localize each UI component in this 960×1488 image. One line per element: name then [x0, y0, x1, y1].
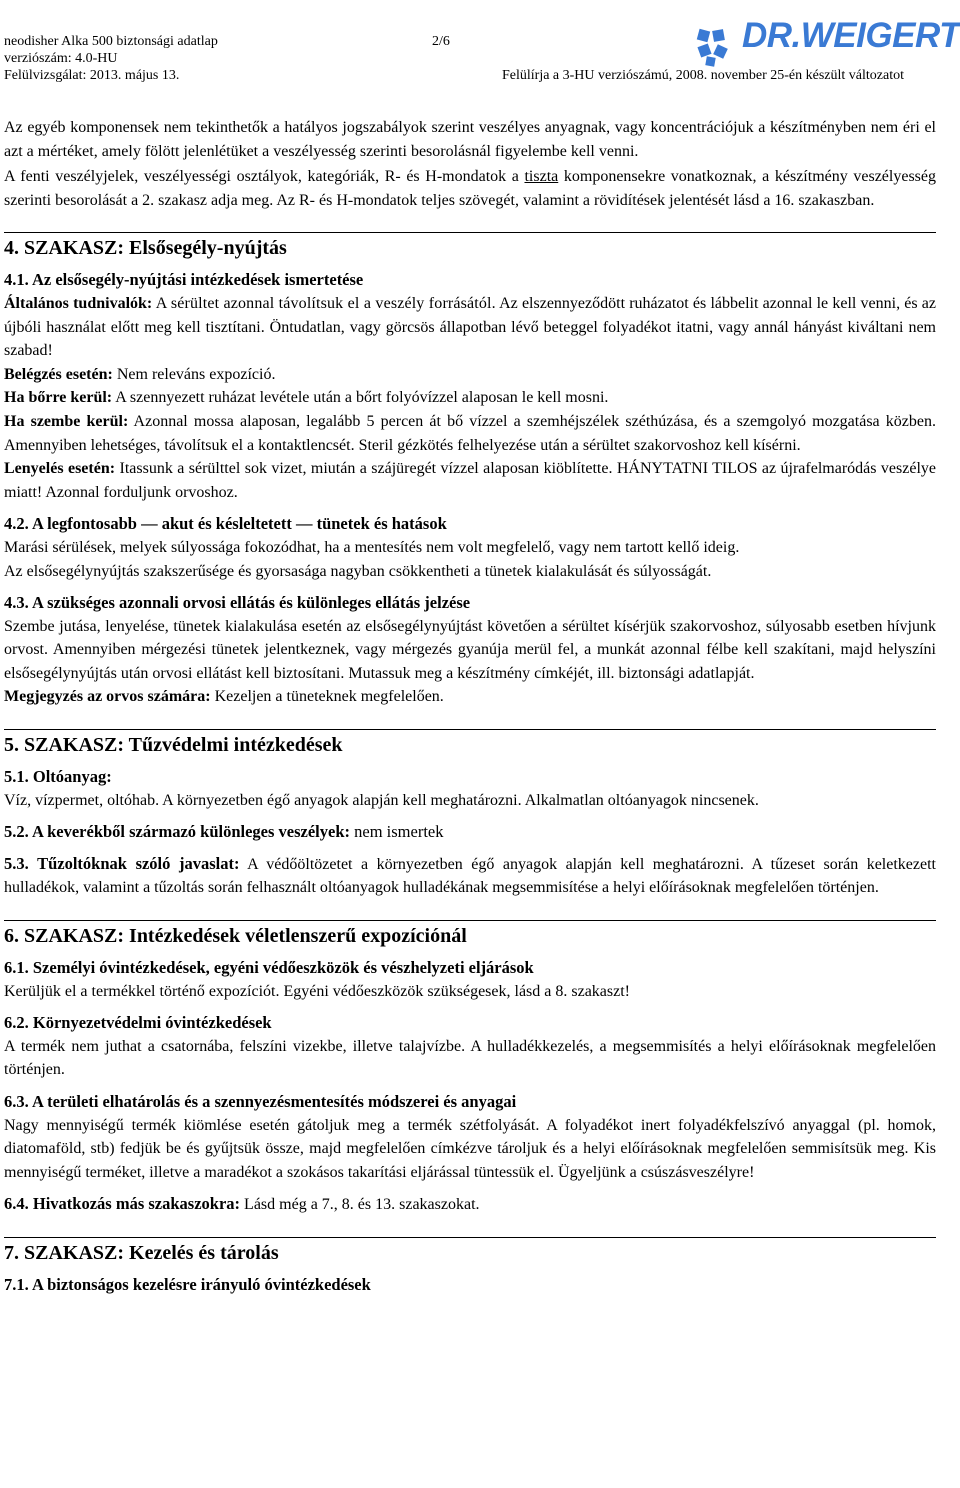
- document-body: [4, 116, 936, 1297]
- section-7-title: 7. SZAKASZ: Kezelés és tárolás: [4, 1237, 936, 1265]
- inhalation-advice: Belégzés esetén: Nem releváns expozíció.: [4, 365, 276, 383]
- section-4-title: 4. SZAKASZ: Elsősegély-nyújtás: [4, 232, 936, 260]
- subsection-6-1-title: 6.1. Személyi óvintézkedések, egyéni védőeszközök és vészhelyzeti eljárások: [4, 958, 534, 978]
- section-5-title: 5. SZAKASZ: Tűzvédelmi intézkedések: [4, 729, 936, 757]
- subsection-5-3: 5.3. Tűzoltóknak szóló javaslat: A védőöltözetet a környezetben égő anyagok alapján kell meghatározni. A tűzeset során keletkezett hulladékok, valamint a tűzoltás során felhasznált oltóanyagok hulladékának megsemmisítése a helyi előírásoknak megfelelően történjen.: [4, 853, 936, 897]
- intro-paragraph: Az egyéb komponensek nem tekinthetők a hatályos jogszabályok szerint veszélyes anyagnak, vagy koncentrációjuk a készítményben nem éri el azt a mértéket, amely fölött jelenlétüket a veszélyesség szerinti besorolásnál figyelembe kell venni.: [4, 119, 936, 160]
- eye-advice: Ha szembe kerül: Azonnal mossa alaposan, legalább 5 percen át bő vízzel a szemhéjszélek széthúzása, és a szemgolyó mozgatása közben. Amennyiben lehetséges, távolítsuk el a kontaktlencsét. Steril gézkötés felhelyezése után a sérültet szakorvoshoz kell kísérni.: [4, 412, 937, 454]
- medical-attention-text: Szembe jutása, lenyelése, tünetek kialakulása esetén az elsősegélynyújtást követően a sérültet kísérjük szakorvoshoz, súlyosabb esetben hívjunk orvost. Amennyiben mérgezési tünetek jelentkeznek, vagy mérgezés gyanúja merül fel, a munkát azonnal félbe kell szakítani, majd helyszíni elsősegélynyújtás után orvosi ellátást kell biztosítani. Mutassuk meg a készítmény címkéjét, ill. biztonsági adatlapját.: [4, 617, 936, 682]
- supersedes-note: Felülírja a 3-HU verziószámú, 2008. november 25-én készült változatot: [502, 68, 904, 83]
- logo-mark-icon: [696, 28, 740, 68]
- intro-paragraph-2: A fenti veszélyjelek, veszélyességi osztályok, kategóriák, R- és H-mondatok a tiszta komponensekre vonatkoznak, a készítmény veszélyesség szerinti besorolását a 2. szakasz adja meg. Az R- és H-mondatok teljes szövegét, valamint a rövidítések jelentését lásd a 16. szakaszban.: [4, 168, 937, 209]
- subsection-6-2-title: 6.2. Környezetvédelmi óvintézkedések: [4, 1013, 272, 1033]
- subsection-6-3-title: 6.3. A területi elhatárolás és a szennyezésmentesítés módszerei és anyagai: [4, 1092, 517, 1111]
- subsection-6-4: 6.4. Hivatkozás más szakaszokra: Lásd még a 7., 8. és 13. szakaszokat.: [4, 1194, 480, 1214]
- environmental-precautions-text: A termék nem juthat a csatornába, felszíni vizekbe, illetve talajvízbe. A hulladékkezelés, a megsemmisítés a helyi előírásoknak megfelelően történjen.: [4, 1037, 936, 1079]
- subsection-4-1-title: 4.1. Az elsősegély-nyújtási intézkedések ismertetése: [4, 270, 364, 290]
- page-number: 2/6: [432, 34, 450, 49]
- section-6-title: 6. SZAKASZ: Intézkedések véletlenszerű expozíciónál: [4, 920, 936, 948]
- ingestion-advice: Lenyelés esetén: Itassunk a sérülttel sok vizet, miután a szájüregét vízzel alaposan kiöblítette. HÁNYTATNI TILOS az újrafelmaródás veszélye miatt! Azonnal forduljunk orvoshoz.: [4, 460, 936, 501]
- symptoms-text-2: Az elsősegélynyújtás szakszerűsége és gyorsasága nagyban csökkentheti a tünetek kialakulását és súlyosságát.: [4, 562, 712, 580]
- symptoms-text-1: Marási sérülések, melyek súlyossága fokozódhat, ha a mentesítés nem volt megfelelő, vagy nem tartott kellő ideig.: [4, 538, 740, 556]
- subsection-4-3-title: 4.3. A szükséges azonnali orvosi ellátás és különleges ellátás jelzése: [4, 593, 471, 613]
- personal-precautions-text: Kerüljük el a termékkel történő expozíciót. Egyéni védőeszközök szükségesek, lásd a 8. szakaszt!: [4, 982, 630, 1000]
- logo-wordmark: DR.WEIGERT: [742, 16, 960, 55]
- product-name: neodisher Alka 500 biztonsági adatlap: [4, 34, 218, 49]
- version-number: verziószám: 4.0-HU: [4, 51, 118, 66]
- subsection-7-1-title: 7.1. A biztonságos kezelésre irányuló óvintézkedések: [4, 1274, 371, 1294]
- subsection-4-2-title: 4.2. A legfontosabb — akut és késleltetett — tünetek és hatások: [4, 514, 447, 534]
- review-date: Felülvizsgálat: 2013. május 13.: [4, 68, 180, 83]
- general-advice: Általános tudnivalók: A sérültet azonnal távolítsuk el a veszély forrásától. Az elszennyeződött ruházatot és lábbelit azonnal le kell venni, és az újbóli használat előtt meg kell tisztítani. Öntudatlan, vagy görcsös állapotban lévő beteggel folyadékot itatni, vagy annál hányást kiváltani nem szabad!: [4, 294, 937, 360]
- subsection-5-2: 5.2. A keverékből származó különleges veszélyek: nem ismertek: [4, 822, 444, 842]
- page-header: [0, 0, 960, 88]
- containment-text: Nagy mennyiségű termék kiömlése esetén gátoljuk meg a termék szétfolyását. A folyadékot inert folyadékfelszívó anyaggal (pl. homok, diatomaföld, stb) fedjük be és gyűjtsük össze, majd megfelelően címkézve tároljuk és a helyi előírásoknak megfelelően semmisítsük meg. Kis mennyiségű terméket, illetve a maradékot a szokásos takarítási eljárással tüntessük el. Ügyeljünk a csúszásveszélyre!: [4, 1116, 936, 1181]
- doctor-note: Megjegyzés az orvos számára: Kezeljen a tüneteknek megfelelően.: [4, 688, 444, 706]
- skin-advice: Ha bőrre kerül: A szennyezett ruházat levétele után a bőrt folyóvízzel alaposan le kell mosni.: [4, 389, 609, 407]
- extinguishing-media-text: Víz, vízpermet, oltóhab. A környezetben égő anyagok alapján kell meghatározni. Alkalmatlan oltóanyagok nincsenek.: [4, 791, 759, 809]
- subsection-5-1-title: 5.1. Oltóanyag:: [4, 767, 112, 787]
- company-logo: [696, 16, 960, 68]
